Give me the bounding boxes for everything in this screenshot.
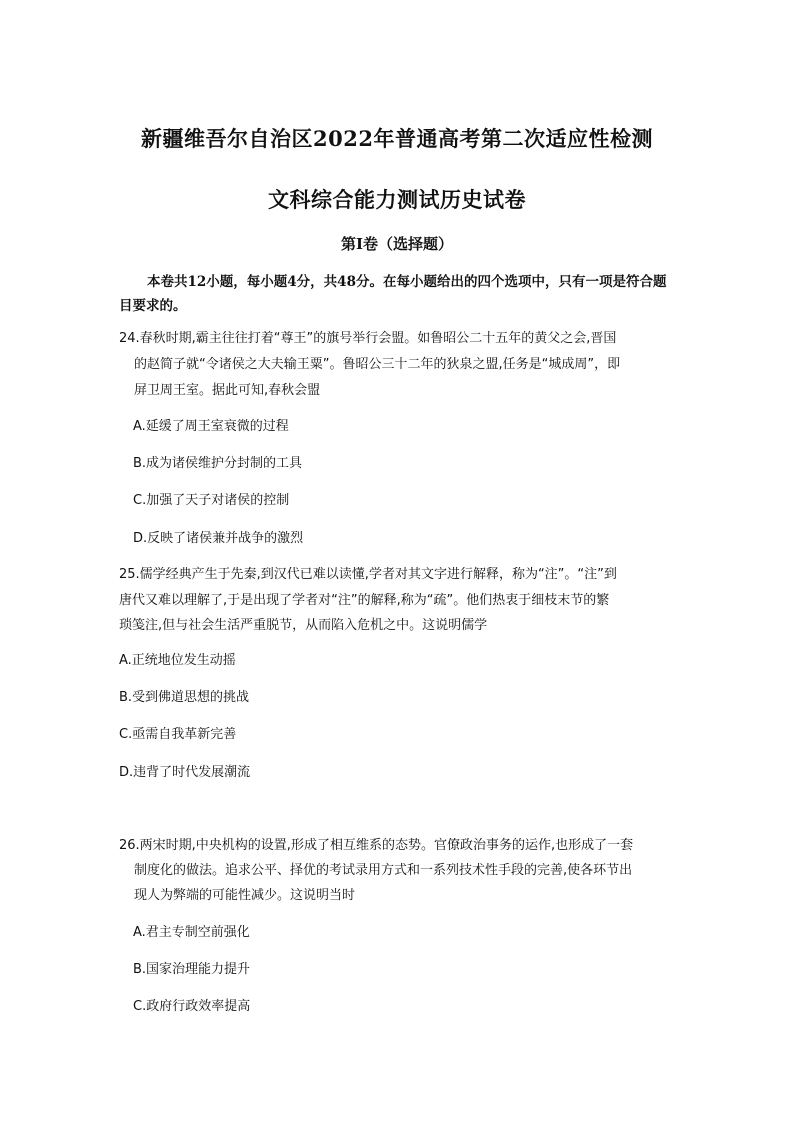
- question-25-stem-line-3: 琐笺注,但与社会生活严重脱节，从而陷入危机之中。这说明儒学: [119, 618, 488, 633]
- section-instructions: 本卷共12小题，每小题4分，共48分。在每小题给出的四个选项中，只有一项是符合题目要求的。: [119, 274, 667, 314]
- question-26-stem-line-2: 制度化的做法。追求公平、择优的考试录用方式和一系列技术性手段的完善,使各环节出: [134, 863, 633, 878]
- question-25-stem-line-1: 25.儒学经典产生于先秦,到汉代已难以读懂,学者对其文字进行解释，称为“注”。“注”到: [119, 567, 617, 582]
- question-26-stem-line-3: 现人为弊端的可能性减少。这说明当时: [134, 888, 356, 903]
- question-25-stem-line-2: 唐代又难以理解了,于是出现了学者对“注”的解释,称为“疏”。他们热衷于细枝末节的繁: [119, 593, 610, 608]
- question-25-option-c: C.亟需自我革新完善: [119, 727, 237, 742]
- question-25-option-a: A.正统地位发生动摇: [119, 653, 236, 668]
- question-24-option-a: A.延缓了周王室衰微的过程: [133, 419, 289, 434]
- question-25-option-b: B.受到佛道思想的挑战: [119, 690, 250, 705]
- exam-title: 新疆维吾尔自治区2022年普通高考第二次适应性检测: [141, 126, 653, 151]
- exam-subtitle: 文科综合能力测试历史试卷: [268, 187, 526, 212]
- question-26-option-a: A.君主专制空前强化: [133, 925, 250, 940]
- question-26-stem-line-1: 26.两宋时期,中央机构的设置,形成了相互维系的态势。官僚政治事务的运作,也形成了一套: [119, 838, 634, 853]
- question-24-option-b: B.成为诸侯维护分封制的工具: [133, 456, 303, 471]
- question-26-option-b: B.国家治理能力提升: [133, 962, 251, 977]
- section-heading: 第Ⅰ卷（选择题）: [340, 235, 454, 253]
- question-24-option-d: D.反映了诸侯兼并战争的激烈: [133, 531, 304, 546]
- question-24-stem-line-1: 24.春秋时期,霸主往往打着“尊王”的旗号举行会盟。如鲁昭公二十五年的黄父之会,晋国: [119, 331, 617, 346]
- question-25-option-d: D.违背了时代发展潮流: [119, 765, 251, 780]
- question-24-stem-line-3: 屏卫周王室。据此可知,春秋会盟: [134, 383, 321, 398]
- question-24-option-c: C.加强了天子对诸侯的控制: [133, 493, 290, 508]
- question-26-option-c: C.政府行政效率提高: [133, 999, 251, 1014]
- question-24-stem-line-2: 的赵简子就“令诸侯之大夫输王粟”。鲁昭公三十二年的狄泉之盟,任务是“城成周”，即: [134, 357, 621, 372]
